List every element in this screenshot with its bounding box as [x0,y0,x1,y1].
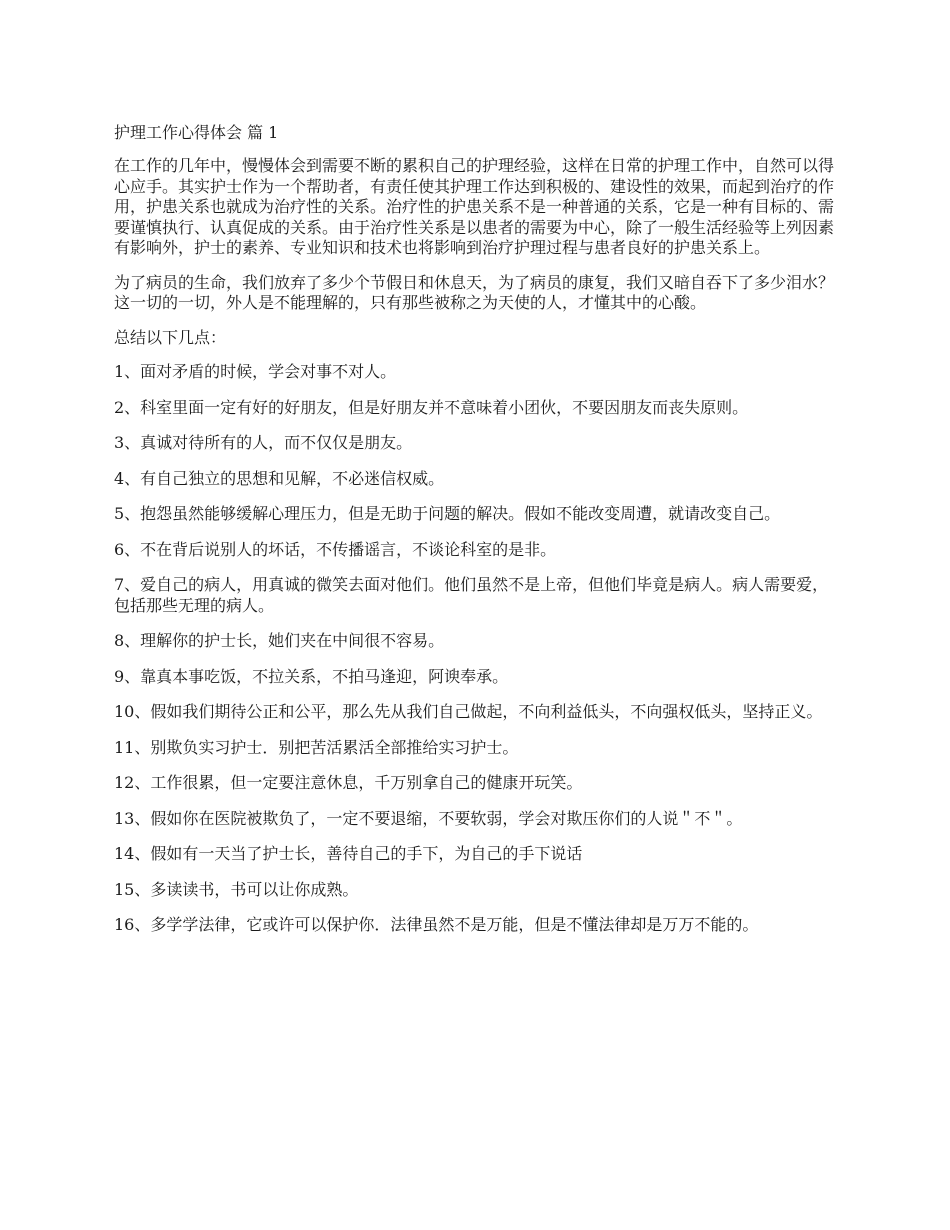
list-item: 9、靠真本事吃饭，不拉关系，不拍马逢迎，阿谀奉承。 [114,666,509,686]
document-title: 护理工作心得体会 篇 1 [114,123,279,142]
list-item: 12、工作很累，但一定要注意休息，千万别拿自己的健康开玩笑。 [114,773,583,792]
paragraph-intro: 在工作的几年中，慢慢体会到需要不断的累积自己的护理经验，这样在日常的护理工作中，自然可以得心应手。其实护士作为一个帮助者，有责任使其护理工作达到积极的、建设性的效果，而起到治疗的作用，护患关系也就成为治疗性的关系。治疗性的护患关系不是一种普通的关系，它是一种有目标的、需要谨慎执行、认真促成的关系。由于治疗性关系是以患者的需要为中心，除了一般生活经验等上列因素有影响外，护士的素养、专业知识和技术也将影响到治疗护理过程与患者良好的护患关系上。 [114,156,835,257]
list-item: 2、科室里面一定有好的好朋友，但是好朋友并不意味着小团伙，不要因朋友而丧失原则。 [114,397,749,417]
list-item: 6、不在背后说别人的坏话，不传播谣言，不谈论科室的是非。 [114,539,557,559]
summary-list [114,362,838,936]
list-item: 14、假如有一天当了护士长，善待自己的手下，为自己的手下说话 [114,844,583,863]
list-item: 5、抱怨虽然能够缓解心理压力，但是无助于问题的解决。假如不能改变周遭，就请改变自己。 [114,504,781,523]
list-item: 15、多读读书，书可以让你成熟。 [114,879,359,899]
list-item: 4、有自己独立的思想和见解，不必迷信权威。 [114,468,445,488]
list-item: 7、爱自己的病人，用真诚的微笑去面对他们。他们虽然不是上帝，但他们毕竟是病人。病人需要爱，包括那些无理的病人。 [114,575,829,615]
list-item: 8、理解你的护士长，她们夹在中间很不容易。 [114,631,445,650]
document-page [114,121,838,951]
paragraph-sacrifice: 为了病员的生命，我们放弃了多少个节假日和休息天，为了病员的康复，我们又暗自吞下了多少泪水？这一切的一切，外人是不能理解的，只有那些被称之为天使的人，才懂其中的心酸。 [114,272,835,312]
paragraph-summary-lead: 总结以下几点： [114,327,227,347]
list-item: 1、面对矛盾的时候，学会对事不对人。 [114,362,397,381]
list-item: 11、别欺负实习护士．别把苦活累活全部推给实习护士。 [114,737,519,757]
list-item: 10、假如我们期待公正和公平，那么先从我们自己做起，不向利益低头，不向强权低头，坚持正义。 [114,702,823,721]
list-item: 3、真诚对待所有的人，而不仅仅是朋友。 [114,433,413,452]
list-item: 13、假如你在医院被欺负了，一定不要退缩，不要软弱，学会对欺压你们的人说＂不＂。 [114,808,743,828]
list-item: 16、多学学法律，它或许可以保护你．法律虽然不是万能，但是不懂法律却是万万不能的。 [114,915,759,934]
